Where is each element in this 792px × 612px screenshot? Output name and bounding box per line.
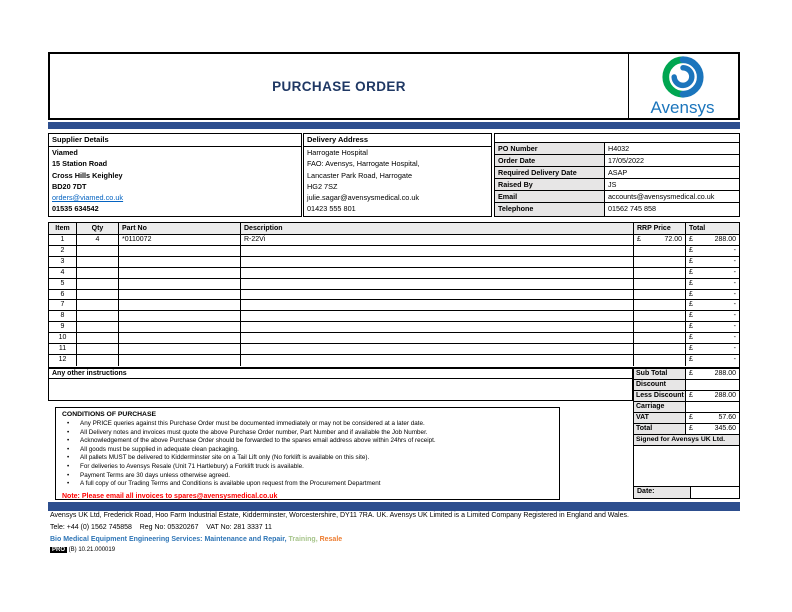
condition-bullet: • All Delivery notes and invoices must quote the above Purchase Order number, Part Number and if available the Job Number. [62, 429, 553, 438]
item-partno-cell [119, 333, 241, 343]
item-qty-cell [77, 300, 119, 310]
item-total-cell [686, 235, 739, 245]
item-row [49, 257, 739, 268]
totals-currency: £ [689, 425, 693, 432]
item-row [49, 235, 739, 246]
item-partno-cell [119, 246, 241, 256]
date-row [633, 487, 740, 499]
item-total-amount: - [733, 246, 736, 254]
item-description-cell: R-22Vi [241, 235, 634, 245]
item-partno-cell [119, 257, 241, 267]
item-total-currency: £ [689, 236, 693, 243]
item-rrp-cell [634, 311, 686, 321]
item-qty-cell [77, 322, 119, 332]
item-partno-cell [119, 300, 241, 310]
po-info-value: accounts@avensysmedical.co.uk [608, 192, 715, 202]
item-number-cell: 7 [49, 300, 77, 310]
item-total-currency: £ [689, 279, 693, 287]
item-rrp-cell [634, 355, 686, 366]
document-reference [50, 547, 115, 553]
totals-currency: £ [689, 392, 693, 399]
item-total-amount: 288.00 [714, 236, 736, 243]
delivery-address-line: Lancaster Park Road, Harrogate [307, 170, 413, 180]
item-total-currency: £ [689, 290, 693, 298]
item-number-cell: 9 [49, 322, 77, 332]
instructions-input-area[interactable] [48, 379, 633, 401]
item-total-amount: - [733, 334, 736, 342]
item-total-currency: £ [689, 246, 693, 254]
item-description-cell [241, 246, 634, 256]
supplier-address-line: 15 Station Road [52, 159, 108, 169]
item-rrp-cell [634, 300, 686, 310]
item-total-amount: - [733, 279, 736, 287]
item-partno-cell [119, 268, 241, 278]
item-total-currency: £ [689, 312, 693, 320]
item-partno-cell [119, 311, 241, 321]
item-description-cell [241, 311, 634, 321]
item-total-currency: £ [689, 268, 693, 276]
doc-ref-chip: PRO [52, 547, 66, 553]
items-header-total: Total [689, 225, 706, 232]
item-total-amount: - [733, 290, 736, 298]
item-total-amount: - [733, 257, 736, 265]
items-header-qty: Qty [77, 223, 119, 234]
item-total-amount: - [733, 301, 736, 309]
item-rrp-cell [634, 333, 686, 343]
item-row [49, 246, 739, 257]
item-qty-cell [77, 257, 119, 267]
totals-value [686, 424, 739, 434]
item-qty-cell [77, 344, 119, 354]
totals-label: Discount [634, 380, 686, 390]
supplier-email-link[interactable]: orders@viamed.co.uk [52, 193, 124, 203]
footer-company-line: Avensys UK Ltd, Frederick Road, Hoo Farm Industrial Estate, Kidderminster, Worcestershire, DY11 7RA. UK. Avensys UK Limited is a Limited Company Registered in England and Wales. [50, 512, 629, 519]
condition-bullet: • Any PRICE queries against this Purchase Order must be documented immediately or may not be considered at a later date. [62, 420, 553, 429]
supplier-details-header: Supplier Details [49, 134, 301, 147]
item-total-amount: - [733, 312, 736, 320]
item-qty-cell [77, 279, 119, 289]
condition-bullet: • A full copy of our Trading Terms and Conditions is available upon request from the Procurement Department [62, 480, 553, 489]
item-number-cell: 11 [49, 344, 77, 354]
item-qty-cell [77, 268, 119, 278]
totals-amount: 57.60 [718, 414, 736, 421]
item-number-cell: 12 [49, 355, 77, 366]
item-total-cell [686, 311, 739, 321]
delivery-address-line: FAO: Avensys, Harrogate Hospital, [307, 159, 420, 169]
page-title: PURCHASE ORDER [272, 78, 406, 94]
totals-label: Carriage [634, 402, 686, 412]
totals-row [633, 402, 740, 413]
po-info-row [495, 155, 739, 167]
totals-row [633, 391, 740, 402]
item-total-currency: £ [689, 355, 693, 363]
item-total-currency: £ [689, 345, 693, 353]
item-rrp-cell [634, 268, 686, 278]
item-total-currency: £ [689, 323, 693, 331]
totals-row [633, 413, 740, 424]
po-info-row [495, 167, 739, 179]
condition-bullet: • Acknowledgement of the above Purchase Order should be forwarded to the spares email address above within 24hrs of receipt. [62, 437, 553, 446]
item-number-cell: 10 [49, 333, 77, 343]
invoices-note: Note: Please email all invoices to spares@avensysmedical.co.uk [62, 492, 278, 500]
item-description-cell [241, 257, 634, 267]
item-rrp-cell [634, 235, 686, 245]
title-cell [50, 54, 629, 118]
items-header-row [49, 223, 739, 235]
item-rrp-cell [634, 322, 686, 332]
item-total-cell [686, 290, 739, 300]
item-number-cell: 3 [49, 257, 77, 267]
totals-value [686, 402, 739, 412]
item-partno-cell [119, 344, 241, 354]
item-total-amount: - [733, 323, 736, 331]
delivery-address-line: HG2 7SZ [307, 181, 338, 191]
supplier-email-line [49, 192, 301, 203]
item-rrp-cell [634, 257, 686, 267]
item-total-cell [686, 246, 739, 256]
totals-value [686, 380, 739, 390]
delivery-address-box [303, 133, 492, 217]
avensys-swirl-icon [662, 56, 704, 98]
item-row [49, 290, 739, 301]
po-info-spacer [495, 134, 739, 143]
po-info-value: H4032 [608, 144, 630, 153]
item-rrp-cell [634, 290, 686, 300]
item-qty-cell: 4 [77, 235, 119, 245]
po-info-value: JS [608, 180, 617, 190]
item-total-cell [686, 300, 739, 310]
instructions-label: Any other instructions [48, 368, 633, 379]
delivery-address-line: 01423 555 801 [307, 204, 356, 214]
item-qty-cell [77, 355, 119, 366]
item-total-cell [686, 355, 739, 366]
item-total-cell [686, 257, 739, 267]
item-total-cell [686, 333, 739, 343]
footer-services-label: Bio Medical Equipment Engineering Services: [50, 536, 205, 543]
item-total-currency: £ [689, 301, 693, 309]
item-total-amount: - [733, 355, 736, 363]
item-row [49, 344, 739, 355]
item-number-cell: 5 [49, 279, 77, 289]
header-box [48, 52, 740, 120]
po-info-box [494, 133, 740, 217]
date-input-area[interactable] [691, 487, 739, 498]
item-rrp-cell [634, 344, 686, 354]
item-row [49, 322, 739, 333]
totals-value [686, 369, 739, 379]
po-info-row [495, 191, 739, 203]
condition-bullet: • All pallets MUST be delivered to Kidderminster site on a Tail Lift only (No forklift is available on this site). [62, 454, 553, 463]
item-number-cell: 2 [49, 246, 77, 256]
po-info-row [495, 203, 739, 215]
item-total-cell [686, 268, 739, 278]
brand-wordmark: Avensys [650, 98, 715, 117]
footer-service-resale: Resale [319, 536, 343, 543]
items-header-description: Description [241, 223, 634, 234]
totals-label: Total [634, 424, 686, 434]
item-rrp-amount: 72.00 [664, 236, 682, 243]
item-number-cell: 6 [49, 290, 77, 300]
item-row [49, 355, 739, 366]
po-info-label: Required Delivery Date [495, 167, 605, 178]
item-description-cell [241, 333, 634, 343]
conditions-of-purchase-box [55, 407, 560, 500]
item-total-currency: £ [689, 334, 693, 342]
item-total-amount: - [733, 268, 736, 276]
item-number-cell: 1 [49, 235, 77, 245]
po-info-label: Email [495, 191, 605, 202]
item-row [49, 300, 739, 311]
po-info-label: PO Number [495, 143, 605, 154]
totals-label: Less Discount [634, 391, 686, 401]
signature-area[interactable] [633, 446, 740, 487]
item-partno-cell [119, 279, 241, 289]
po-info-label: Telephone [495, 203, 605, 215]
doc-ref-number: (B) 10.21.000019 [67, 547, 116, 553]
po-info-row [495, 143, 739, 155]
condition-bullet: • Payment Terms are 30 days unless otherwise agreed. [62, 472, 553, 481]
items-header-item: Item [49, 223, 77, 234]
item-partno-cell [119, 290, 241, 300]
footer-services-line [50, 536, 342, 543]
item-description-cell [241, 279, 634, 289]
item-description-cell [241, 300, 634, 310]
totals-amount: 288.00 [714, 392, 736, 399]
item-partno-cell [119, 355, 241, 366]
footer-service-maintenance: Maintenance and Repair, [204, 536, 289, 543]
supplier-address-line: Viamed [52, 148, 78, 157]
top-divider-band [48, 122, 740, 129]
item-description-cell [241, 344, 634, 354]
totals-label: Sub Total [634, 369, 686, 379]
delivery-address-line: Harrogate Hospital [307, 148, 368, 157]
conditions-header: CONDITIONS OF PURCHASE [62, 411, 157, 418]
po-info-value: 01562 745 858 [608, 204, 656, 214]
date-label: Date: [634, 487, 691, 498]
item-row [49, 268, 739, 279]
po-info-label: Raised By [495, 179, 605, 190]
footer-contact-line: Tele: +44 (0) 1562 745858 Reg No: 05320267 VAT No: 281 3337 11 [50, 524, 272, 531]
totals-table [633, 368, 740, 435]
footer-service-training: Training, [288, 536, 320, 543]
item-description-cell [241, 355, 634, 366]
item-rrp-cell [634, 246, 686, 256]
totals-row [633, 380, 740, 391]
item-row [49, 279, 739, 290]
items-header-partno: Part No [119, 223, 241, 234]
totals-currency: £ [689, 414, 693, 421]
item-number-cell: 4 [49, 268, 77, 278]
item-number-cell: 8 [49, 311, 77, 321]
po-info-label: Order Date [495, 155, 605, 166]
item-qty-cell [77, 246, 119, 256]
totals-value [686, 413, 739, 423]
totals-label: VAT [634, 413, 686, 423]
item-total-cell [686, 279, 739, 289]
po-info-value: ASAP [608, 168, 628, 178]
item-qty-cell [77, 333, 119, 343]
totals-amount: 288.00 [714, 370, 736, 377]
item-description-cell [241, 322, 634, 332]
condition-bullet: • All goods must be supplied in adequate clean packaging. [62, 446, 553, 455]
totals-currency: £ [689, 370, 693, 377]
item-total-amount: - [733, 345, 736, 353]
bottom-divider-band [48, 502, 740, 511]
item-description-cell [241, 268, 634, 278]
delivery-address-line: julie.sagar@avensysmedical.co.uk [307, 193, 420, 203]
item-partno-cell [119, 322, 241, 332]
item-row [49, 311, 739, 322]
totals-value [686, 391, 739, 401]
item-total-currency: £ [689, 257, 693, 265]
po-info-row [495, 179, 739, 191]
supplier-address-line: BD20 7DT [52, 181, 87, 191]
delivery-address-header: Delivery Address [304, 134, 491, 147]
supplier-phone: 01535 634542 [52, 204, 99, 214]
supplier-address-line: Cross Hills Keighley [52, 170, 123, 180]
item-description-cell [241, 290, 634, 300]
item-partno-cell: *0110072 [119, 235, 241, 245]
item-total-cell [686, 344, 739, 354]
item-qty-cell [77, 311, 119, 321]
po-info-value: 17/05/2022 [608, 156, 644, 166]
item-row [49, 333, 739, 344]
signed-for-label: Signed for Avensys UK Ltd. [633, 434, 740, 446]
totals-amount: 345.60 [714, 425, 736, 432]
items-header-rrp: RRP Price [634, 223, 686, 234]
condition-bullet: • For deliveries to Avensys Resale (Unit 71 Hartlebury) a Forklift truck is available. [62, 463, 553, 472]
totals-row [633, 369, 740, 380]
item-rrp-cell [634, 279, 686, 289]
item-total-cell [686, 322, 739, 332]
item-rrp-currency: £ [637, 236, 641, 243]
brand-logo [627, 54, 738, 118]
items-table [48, 222, 740, 368]
item-qty-cell [77, 290, 119, 300]
supplier-details-box [48, 133, 302, 217]
